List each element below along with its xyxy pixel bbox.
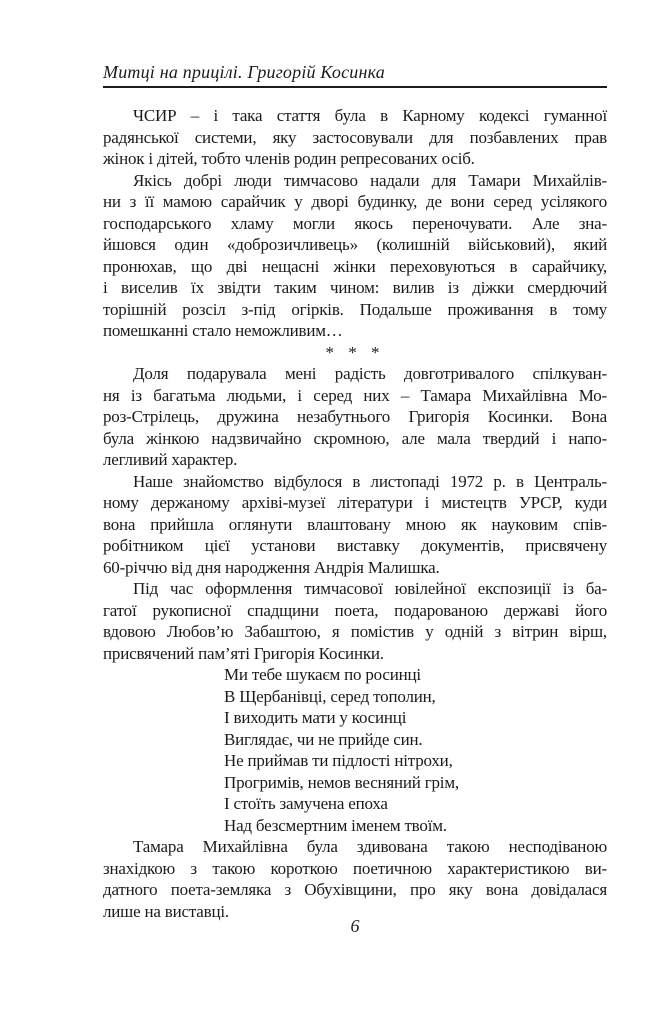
paragraph-line: і виселив їх звідти таким чином: вилив із діжки смердючий [103, 278, 607, 297]
paragraph [103, 578, 607, 664]
paragraph-line: датного поета-земляка з Обухівщини, про яку вона довідалася [103, 880, 607, 899]
paragraph-line: знахідкою з такою короткою поетичною характеристикою ви- [103, 858, 607, 878]
paragraph-line: радянської системи, яку застосовували для позбавлених прав [103, 127, 607, 147]
paragraph [103, 363, 607, 471]
paragraph [103, 836, 607, 922]
paragraph-line: ЧСИР – і така стаття була в Карному кодексі гуманної [133, 106, 607, 125]
paragraph-line: гатої рукописної спадщини поета, подарованою державі його [103, 600, 607, 620]
poem [103, 664, 607, 836]
poem-line: Прогримів, немов весняний грім, [224, 772, 459, 792]
poem-line: І стоїть замучена епоха [224, 794, 388, 813]
poem-line: І виходить мати у косинці [224, 708, 407, 727]
paragraph-line: вона прийшла оглянути влаштовану мною як науковим спів- [103, 514, 607, 534]
paragraph-line: господарського хламу могли якось переночувати. Але зна- [103, 213, 607, 233]
paragraph-line: Тамара Михайлівна була здивована такою несподіваною [133, 837, 607, 856]
paragraph-line: помешканні стало неможливим… [103, 321, 343, 340]
paragraph-line: торішній розсіл з-під огірків. Подальше проживання в тому [103, 299, 607, 319]
poem-line: Виглядає, чи не прийде син. [224, 729, 423, 749]
paragraph-line: робітником цієї установи виставку документів, присвячену [103, 536, 607, 555]
paragraph-line: легливий характер. [103, 450, 238, 469]
poem-line: Не приймав ти підлості нітрохи, [224, 751, 453, 770]
paragraph-line: ному держаному архіві-музеї літератури і мистецтв УРСР, куди [103, 493, 607, 512]
paragraph-line: Під час оформлення тимчасової ювілейної експозиції із ба- [133, 579, 607, 598]
paragraph-line: роз-Стрілець, дружина незабутнього Григорія Косинки. Вона [103, 407, 607, 426]
paragraph-line: ня із багатьма людьми, і серед них – Тамара Михайлівна Мо- [103, 385, 607, 405]
running-title: Митці на прицілі. Григорій Косинка [103, 62, 385, 82]
paragraph [103, 105, 607, 170]
paragraph-line: Наше знайомство відбулося в листопаді 1972 р. в Централь- [133, 471, 607, 491]
page-header [103, 62, 607, 88]
paragraph-line: йшовся один «доброзичливець» (колишній військовий), який [103, 235, 607, 254]
poem-line: В Щербанівці, серед тополин, [224, 686, 436, 706]
paragraph-line: лише на виставці. [103, 901, 229, 921]
paragraph-line: присвячений пам’яті Григорія Косинки. [103, 643, 384, 663]
paragraph-line: була жінкою надзвичайно скромною, але мала твердий і напо- [103, 428, 607, 448]
paragraph-line: 60-річчю від дня народження Андрія Малишка. [103, 557, 440, 577]
poem-line: Ми тебе шукаєм по росинці [224, 665, 421, 684]
paragraph-line: пронюхав, що дві нещасні жінки переховуються в сарайчику, [103, 256, 607, 276]
paragraph-line: Якісь добрі люди тимчасово надали для Тамари Михайлів- [133, 170, 607, 190]
paragraph-line: жінок і дітей, тобто членів родин репресованих осіб. [103, 149, 475, 168]
paragraph-line: вдовою Любов’ю Забаштою, я помістив у одній з вітрин вірш, [103, 622, 607, 641]
section-separator: * * * [325, 342, 385, 362]
page-number: 6 [350, 916, 360, 936]
paragraph-line: Доля подарувала мені радість довготривалого спілкуван- [133, 364, 607, 383]
page-body [103, 105, 607, 922]
poem-line: Над безсмертним іменем твоїм. [224, 815, 447, 835]
paragraph [103, 170, 607, 342]
paragraph [103, 471, 607, 579]
page-footer [103, 916, 607, 937]
paragraph-line: ни з її мамою сарайчик у дворі будинку, де вони серед усілякого [103, 192, 607, 211]
